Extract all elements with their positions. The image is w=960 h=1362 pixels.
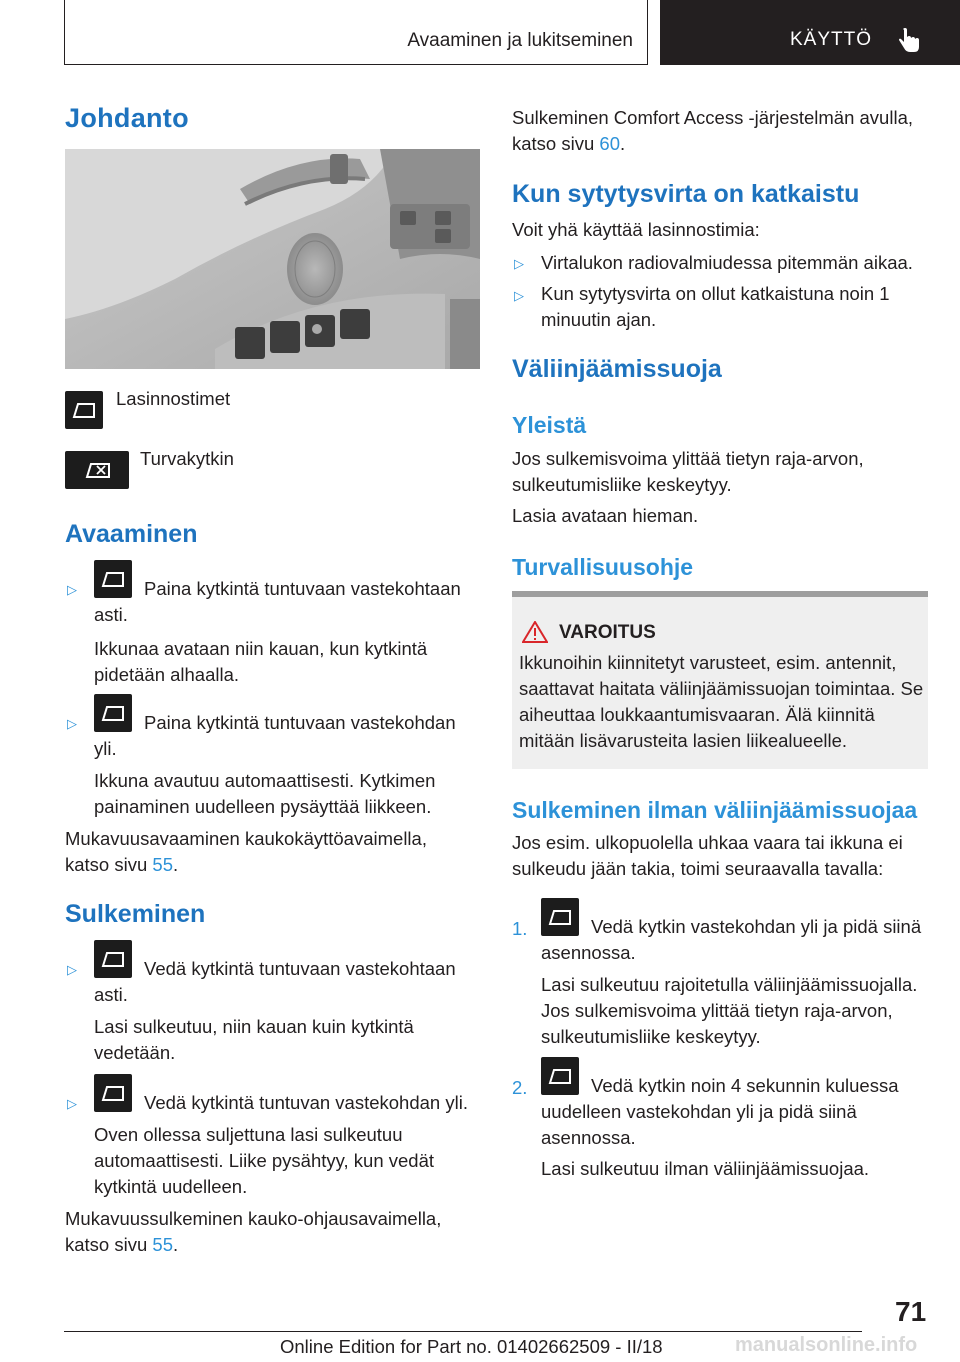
close-item-detail: Oven ollessa suljettuna lasi sulkeutuu automaattisesti. Liike pysähtyy, kun vedät kytkintä uudelleen. (94, 1124, 435, 1197)
comfort-access-text: Sulkeminen Comfort Access -järjestelmän avulla, katso sivu 60. (512, 107, 913, 154)
close-comfort-text: Mukavuussulkeminen kauko-ohjausavaimella, katso sivu 55. (65, 1208, 442, 1255)
header-section-box (64, 0, 648, 65)
page-link[interactable]: 60 (599, 133, 620, 154)
page-link[interactable]: 55 (152, 854, 173, 875)
watermark: manualsonline.info (735, 1334, 918, 1356)
footer-edition: Online Edition for Part no. 01402662509 - II/18 (280, 1336, 663, 1357)
step-text: Vedä kytkin vastekohdan yli ja pidä siinä asennossa. (541, 916, 922, 963)
page-number: 71 (895, 1296, 927, 1327)
heading-intro: Johdanto (65, 103, 189, 133)
warning-title: VAROITUS (559, 622, 656, 643)
heading-open: Avaaminen (65, 520, 198, 548)
ignition-item: Virtalukon radiovalmiudessa pitemmän aikaa. (541, 252, 913, 273)
heading-general: Yleistä (512, 412, 587, 438)
bullet-marker: ▷ (67, 582, 77, 597)
step-detail: Lasi sulkeutuu rajoitetulla väliinjäämissuojalla. Jos sulkemisvoima ylittää tietyn raja-arvon, sulkeutumisliike keskeytyy. (541, 974, 918, 1047)
door-panel-photo (65, 149, 480, 369)
open-item-detail: Ikkunaa avataan niin kauan, kun kytkintä pidetään alhaalla. (94, 638, 428, 685)
bullet-marker: ▷ (514, 256, 524, 271)
footer-rule (64, 1331, 862, 1332)
header-chapter-tab (660, 0, 960, 65)
heading-pinch: Väliinjäämissuoja (512, 355, 722, 383)
close-item-text: Vedä kytkintä tuntuvan vastekohdan yli. (144, 1092, 468, 1113)
open-item-text: Paina kytkintä tuntuvaan vastekohtaan asti. (94, 578, 461, 625)
step-text: Vedä kytkin noin 4 sekunnin kuluessa uudelleen vastekohdan yli ja pidä siinä asennossa. (541, 1075, 899, 1148)
ignition-item: Kun sytytysvirta on ollut katkaistuna noin 1 minuutin ajan. (541, 283, 890, 330)
safety-switch-icon (65, 451, 129, 489)
general-text: Lasia avataan hieman. (512, 505, 699, 526)
step-number: 2. (512, 1077, 528, 1098)
page-link[interactable]: 55 (152, 1234, 173, 1255)
hand-pointer-icon (898, 27, 922, 53)
bullet-marker: ▷ (67, 1096, 77, 1111)
general-text: Jos sulkemisvoima ylittää tietyn raja-arvon, sulkeutumisliike keskeytyy. (512, 448, 864, 495)
bullet-marker: ▷ (67, 962, 77, 977)
warning-triangle-icon (522, 621, 548, 643)
close-item-detail: Lasi sulkeutuu, niin kauan kuin kytkintä vedetään. (94, 1016, 414, 1063)
open-comfort-text: Mukavuusavaaminen kaukokäyttöavaimella, katso sivu 55. (65, 828, 427, 875)
window-switch-icon (65, 391, 103, 429)
ignition-intro: Voit yhä käyttää lasinnostimia: (512, 219, 760, 240)
heading-safety: Turvallisuusohje (512, 554, 694, 580)
bullet-marker: ▷ (67, 716, 77, 731)
no-pinch-intro: Jos esim. ulkopuolella uhkaa vaara tai ikkuna ei sulkeudu jään takia, toimi seuraavalla tavalla: (512, 832, 903, 879)
warning-text: Ikkunoihin kiinnitetyt varusteet, esim. antennit, saattavat haitata väliinjäämissuojan toimintaa. Se aiheuttaa loukkaantumisvaaran. Älä kiinnitä mitään lisävarusteita lasien liikealueelle. (519, 652, 924, 751)
close-item-text: Vedä kytkintä tuntuvaan vastekohtaan asti. (94, 958, 456, 1005)
header-section-title: Avaaminen ja lukitseminen (407, 30, 633, 51)
heading-no-pinch: Sulkeminen ilman väliinjäämissuojaa (512, 797, 918, 823)
step-detail: Lasi sulkeutuu ilman väliinjäämissuojaa. (541, 1158, 870, 1179)
heading-close: Sulkeminen (65, 900, 206, 928)
step-number: 1. (512, 918, 528, 939)
legend-safety-switch: Turvakytkin (140, 448, 234, 469)
warning-box (512, 591, 928, 769)
open-item-text: Paina kytkintä tuntuvaan vastekohdan yli. (94, 712, 456, 759)
open-item-detail: Ikkuna avautuu automaattisesti. Kytkimen painaminen uudelleen pysäyttää liikkeen. (94, 770, 436, 817)
legend-window-switch: Lasinnostimet (116, 388, 231, 409)
bullet-marker: ▷ (514, 288, 524, 303)
heading-ignition: Kun sytytysvirta on katkaistu (512, 180, 860, 208)
header-chapter-label: KÄYTTÖ (790, 29, 873, 50)
